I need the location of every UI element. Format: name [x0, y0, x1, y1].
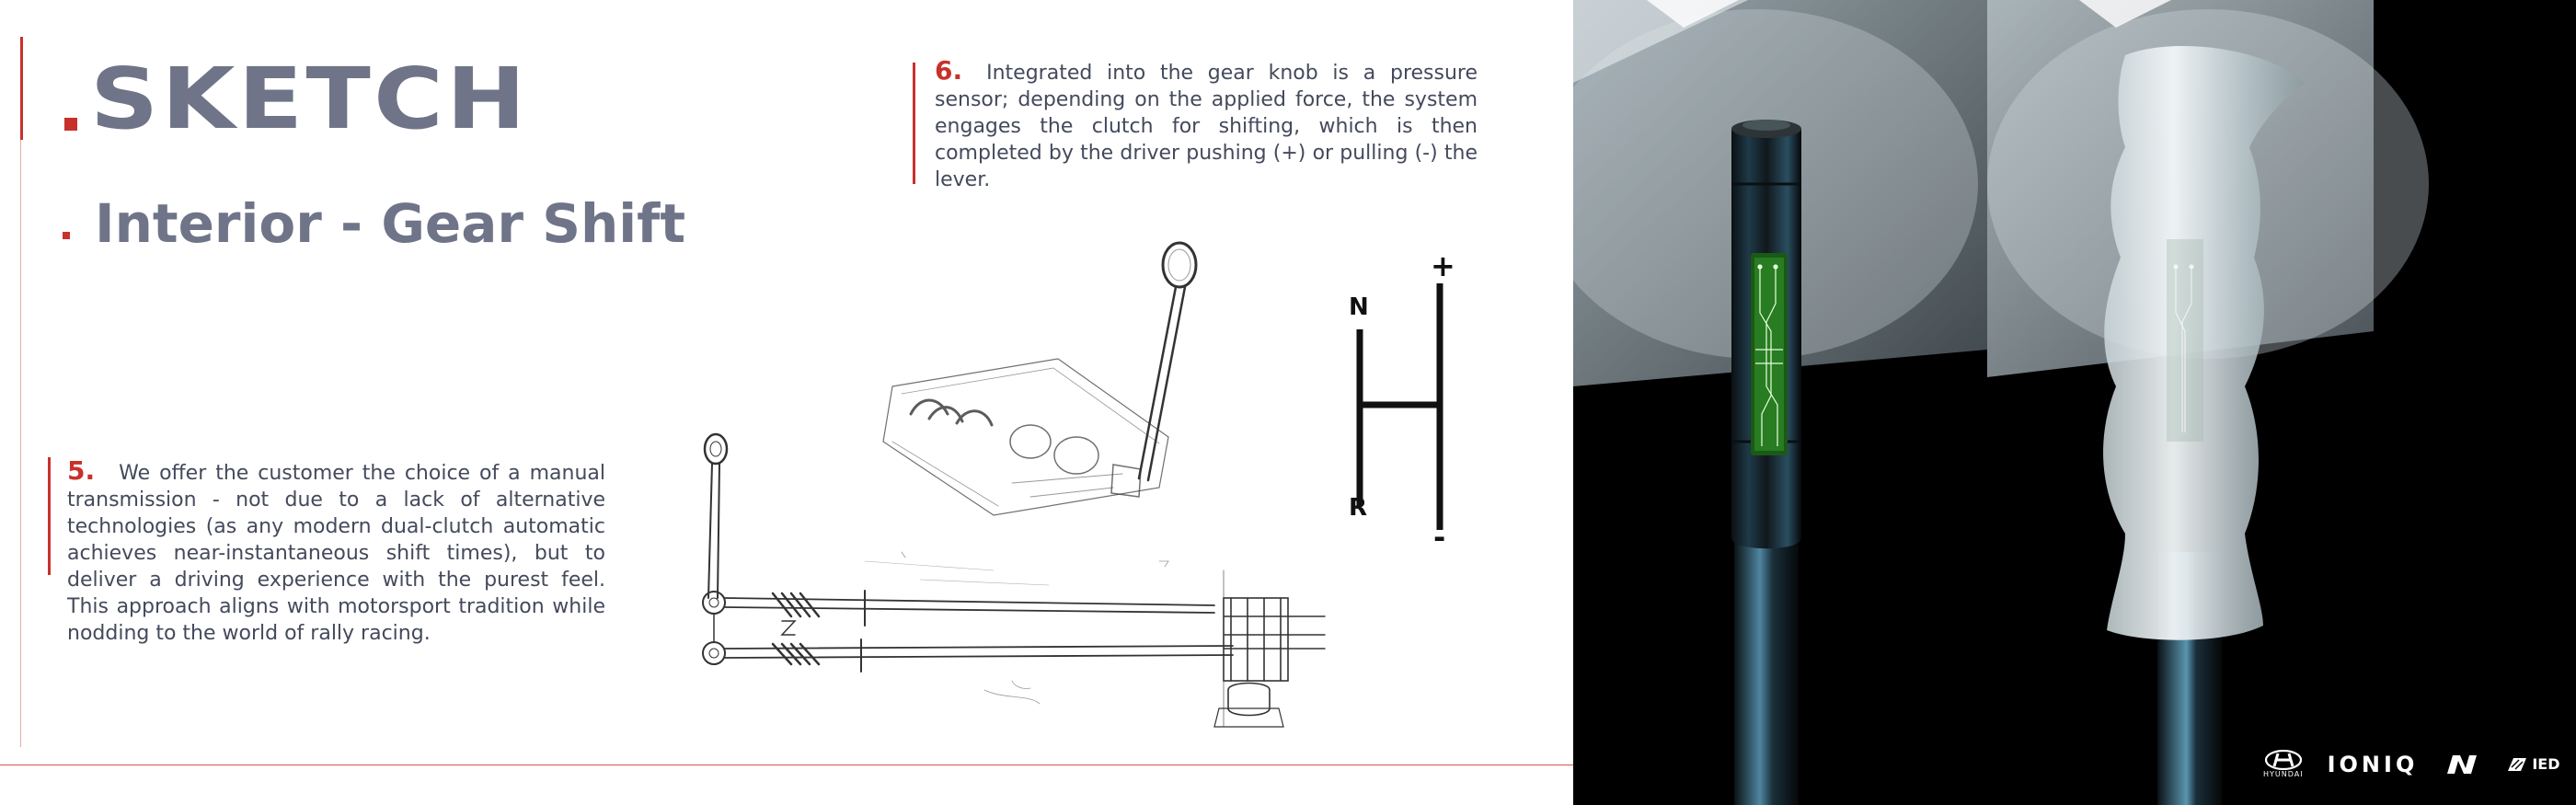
note-5-accent-bar: [48, 457, 51, 575]
note-6-accent-bar: [913, 63, 915, 184]
title-accent-bar: [20, 37, 23, 140]
hyundai-logo: [2263, 750, 2304, 778]
note-5-text: We offer the customer the choice of a manual transmission - not due to a lack of alternative technologies (as any modern dual-clutch automatic achieves near-instantaneous shift times), but to deliver a driving experience with the purest feel. This approach aligns with motorsport tradition while nodding to the world of rally racing.: [67, 462, 605, 645]
page-title: SKETCH: [90, 50, 529, 148]
brand-logos: [2263, 750, 2560, 778]
ioniq-logo: IONIQ: [2327, 751, 2419, 777]
shift-plus-label: +: [1431, 248, 1455, 283]
hyundai-emblem-icon: [2265, 750, 2302, 770]
note-6-number: 6.: [935, 55, 963, 86]
ied-emblem-icon: [2506, 756, 2528, 773]
n-logo-icon: [2442, 753, 2482, 776]
gear-lever-sketch: [681, 230, 1343, 745]
note-5-number: 5.: [67, 455, 96, 486]
note-6-text: Integrated into the gear knob is a pressure sensor; depending on the applied force, the system engages the clutch for shifting, which is then completed by the driver pushing (+) or pulling (-) the lever.: [935, 62, 1478, 191]
shift-pattern-diagram: [1325, 239, 1472, 552]
page-subtitle: Interior - Gear Shift: [95, 192, 686, 255]
title-bullet-square: [64, 118, 77, 131]
ied-logo: [2506, 755, 2559, 773]
subtitle-bullet-square: [63, 232, 70, 239]
shift-neutral-label: N: [1349, 293, 1369, 321]
render-gear-knob-translucent: [1987, 0, 2576, 805]
shift-reverse-label: R: [1349, 494, 1368, 522]
note-5: [67, 457, 605, 647]
hyundai-wordmark: HYUNDAI: [2263, 770, 2304, 778]
shift-minus-label: -: [1433, 520, 1446, 552]
render-gear-knob-dark: [1573, 0, 1987, 805]
note-6: [935, 57, 1478, 193]
ied-wordmark: IED: [2532, 755, 2560, 773]
left-margin-line: [20, 140, 21, 747]
